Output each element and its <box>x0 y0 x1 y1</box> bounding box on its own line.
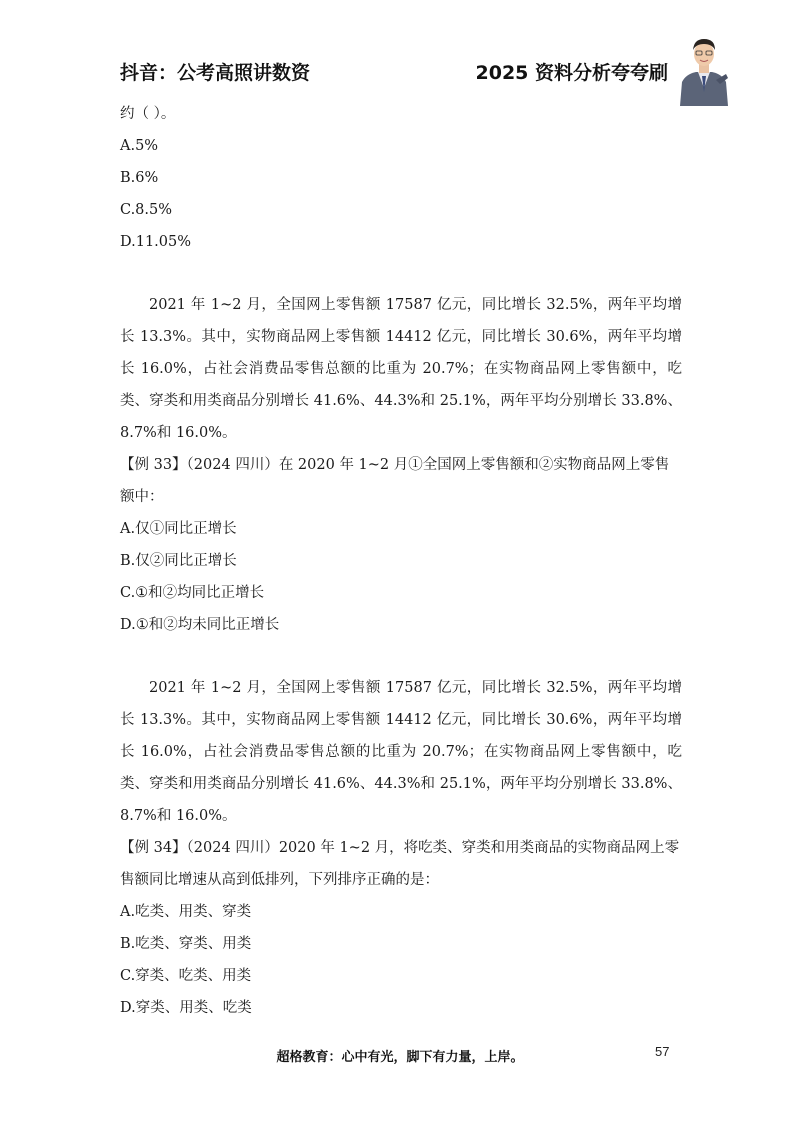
q32-tail: 约（ ）。 <box>120 106 176 122</box>
q32-option-a: A.5% <box>120 138 159 154</box>
q34-option-d: D.穿类、用类、吃类 <box>120 1000 252 1016</box>
passage-2: 2021 年 1~2 月，全国网上零售额 17587 亿元，同比增长 32.5%，两年平均增长 13.3%。其中，实物商品网上零售额 14412 亿元，同比增长 30.6%，两年平均增长 16.0%，占社会消费品零售总额的比重为 20.7%；在实物商品网上零售额中，吃类、穿类和用类商品分别增长 41.6%、44.3%和 25.1%，两年平均分别增长 33.8%、8.7%和 16.0%。 <box>120 680 682 824</box>
q33-option-d: D.①和②均未同比正增长 <box>120 617 280 633</box>
q33-title: 【例 33】（2024 四川）在 2020 年 1~2 月①全国网上零售额和②实物商品网上零售额中： <box>120 457 670 505</box>
q32-option-c: C.8.5% <box>120 202 173 218</box>
passage-1: 2021 年 1~2 月，全国网上零售额 17587 亿元，同比增长 32.5%，两年平均增长 13.3%。其中，实物商品网上零售额 14412 亿元，同比增长 30.6%，两年平均增长 16.0%，占社会消费品零售总额的比重为 20.7%；在实物商品网上零售额中，吃类、穿类和用类商品分别增长 41.6%、44.3%和 25.1%，两年平均分别增长 33.8%、8.7%和 16.0%。 <box>120 297 682 441</box>
q33-option-a: A.仅①同比正增长 <box>120 521 237 537</box>
q33-option-c: C.①和②均同比正增长 <box>120 585 265 601</box>
presenter-avatar <box>676 30 732 106</box>
footer-slogan: 超格教育：心中有光，脚下有力量，上岸。 <box>276 1050 524 1065</box>
q34-option-a: A.吃类、用类、穿类 <box>120 904 252 920</box>
header-left-title: 抖音：公考高照讲数资 <box>120 62 311 84</box>
header-right-title: 2025 资料分析夸夸刷 <box>475 62 668 84</box>
q32-option-d: D.11.05% <box>120 234 192 250</box>
q34-option-b: B.吃类、穿类、用类 <box>120 936 252 952</box>
q33-option-b: B.仅②同比正增长 <box>120 553 237 569</box>
page-number: 57 <box>655 1044 670 1059</box>
page-content <box>120 98 682 1024</box>
q34-title: 【例 34】（2024 四川）2020 年 1~2 月，将吃类、穿类和用类商品的实物商品网上零售额同比增速从高到低排列，下列排序正确的是： <box>120 840 680 888</box>
q34-option-c: C.穿类、吃类、用类 <box>120 968 252 984</box>
q32-option-b: B.6% <box>120 170 159 186</box>
